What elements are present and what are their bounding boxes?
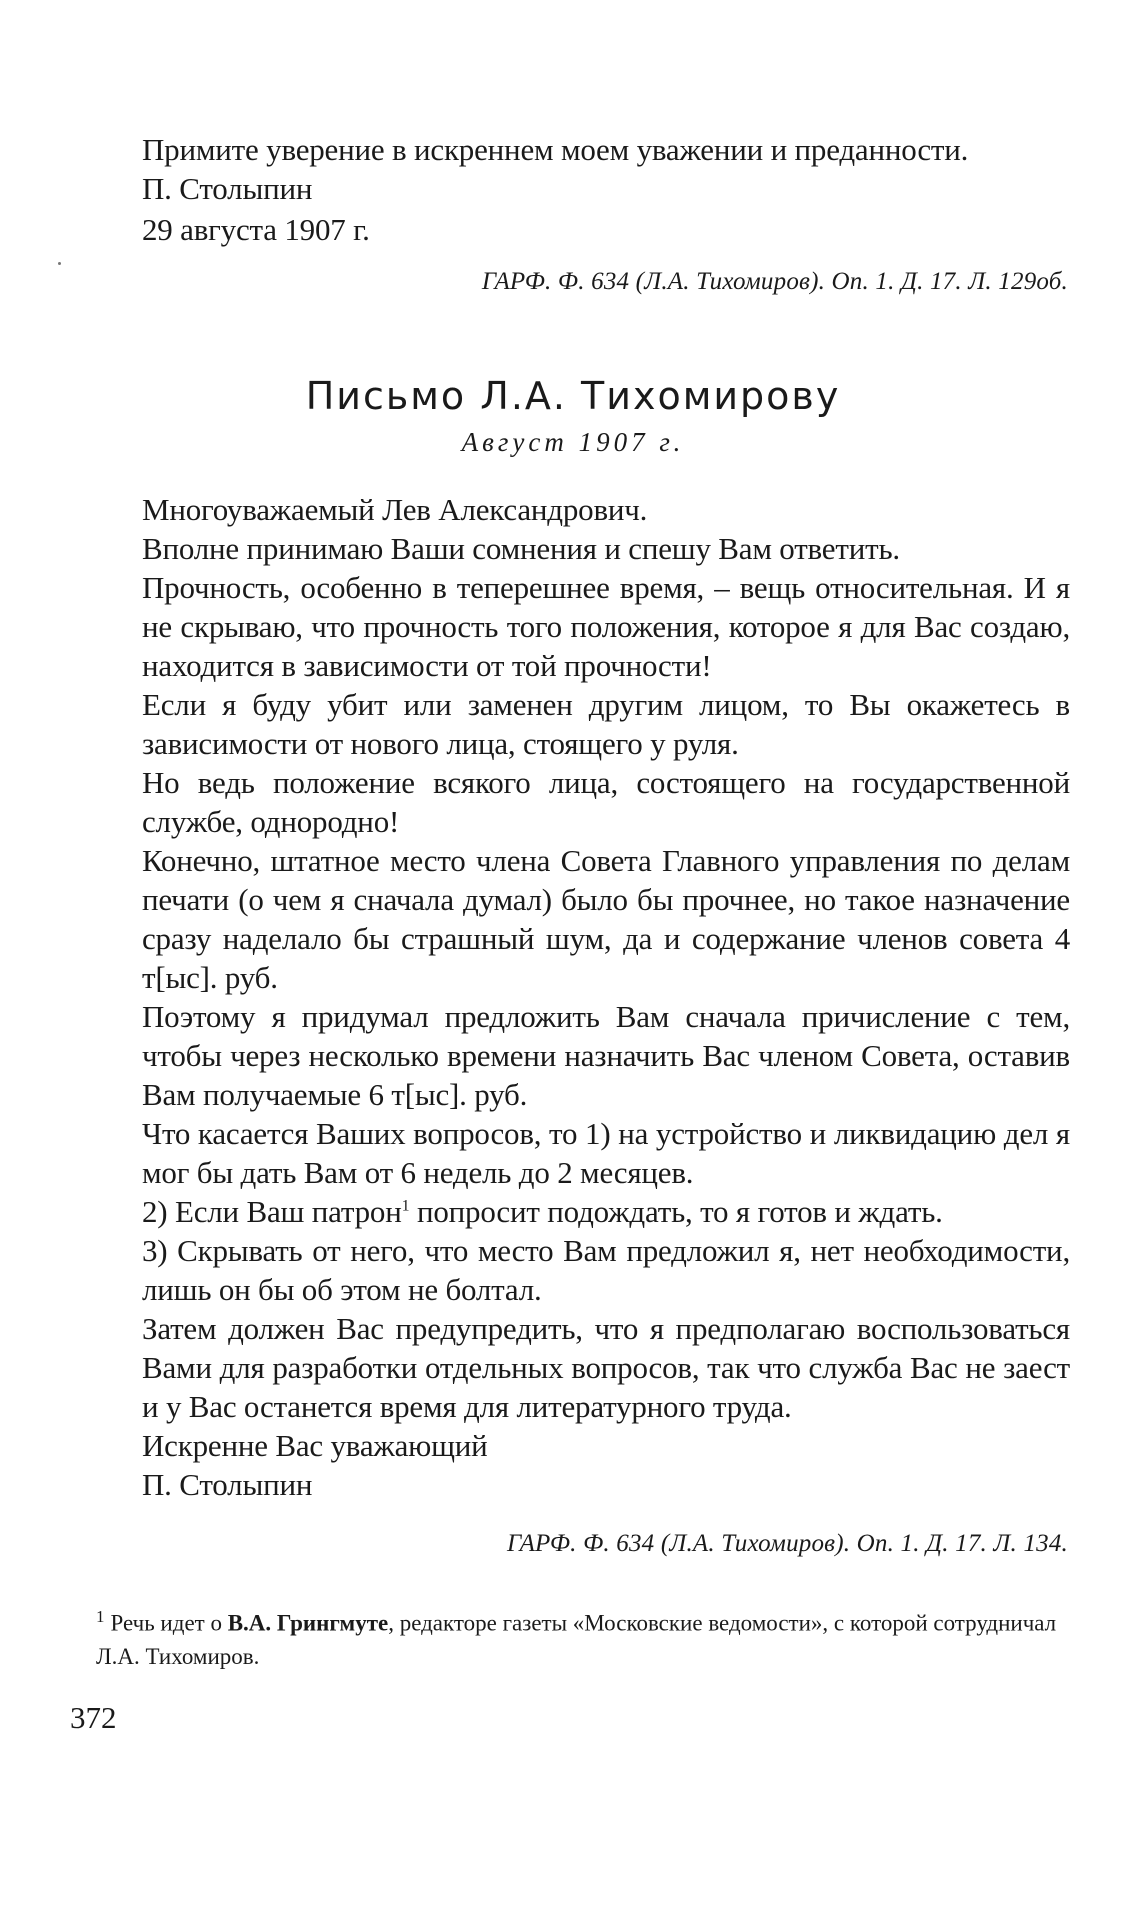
letter-title: Письмо Л.А. Тихомирову xyxy=(305,374,841,418)
footnote-number: 1 xyxy=(96,1607,105,1626)
page-number: 372 xyxy=(70,1700,117,1735)
letter-date-line: Август 1907 г. xyxy=(461,427,685,457)
archive-reference: ГАРФ. Ф. 634 (Л.А. Тихомиров). Оп. 1. Д. 17. Л. 134. xyxy=(507,1530,1068,1557)
scan-speck xyxy=(58,262,61,265)
paragraph-text: 2) Если Ваш патрон xyxy=(142,1194,402,1229)
closing-line: Примите уверение в искреннем моем уважении и преданности. xyxy=(142,132,969,167)
paragraph: Но ведь положение всякого лица, состоящего на государственной службе, однородно! xyxy=(142,765,1070,839)
footnote-text: , редакторе газеты «Московские ведомости», с которой сотрудничал Л.А. Тихомиров. xyxy=(96,1610,1057,1669)
paragraph: Затем должен Вас предупредить, что я предполагаю воспользоваться Вами для разработки отдельных вопросов, так что служба Вас не заест и у Вас останется время для литературного труда. xyxy=(142,1311,1070,1424)
salutation: Многоуважаемый Лев Александрович. xyxy=(142,492,648,527)
footnote-text: Речь идет о xyxy=(110,1610,228,1636)
paragraph: Конечно, штатное место члена Совета Главного управления по делам печати (о чем я сначала думал) было бы прочнее, но такое назначение сразу наделало бы страшный шум, да и содержание членов совета 4 т[ыс]. руб. xyxy=(142,843,1070,995)
paragraph: Прочность, особенно в теперешнее время, – вещь относительная. И я не скрываю, что прочность того положения, которое я для Вас создаю, находится в зависимости от той прочности! xyxy=(142,570,1070,683)
paragraph-text: попросит подождать, то я готов и ждать. xyxy=(409,1194,943,1229)
letter-signature: П. Столыпин xyxy=(142,1467,313,1502)
paragraph: Если я буду убит или заменен другим лицом, то Вы окажетесь в зависимости от нового лица, стоящего у руля. xyxy=(142,687,1070,761)
closing-phrase: Искренне Вас уважающий xyxy=(142,1428,488,1463)
footnote-name: В.А. Грингмуте xyxy=(227,1610,389,1636)
paragraph: Что касается Ваших вопросов, то 1) на устройство и ликвидацию дел я мог бы дать Вам от 6 недель до 2 месяцев. xyxy=(142,1116,1070,1190)
closing-date: 29 августа 1907 г. xyxy=(142,212,370,247)
footnote xyxy=(96,1600,1076,1673)
footnote-reference[interactable]: 1 xyxy=(401,1197,410,1215)
paragraph: Вполне принимаю Ваши сомнения и спешу Вам ответить. xyxy=(142,531,900,566)
closing-signature: П. Столыпин xyxy=(142,171,313,206)
paragraph: 3) Скрывать от него, что место Вам предложил я, нет необходимости, лишь он бы об этом не болтал. xyxy=(142,1233,1070,1307)
archive-reference-prev: ГАРФ. Ф. 634 (Л.А. Тихомиров). Оп. 1. Д. 17. Л. 129об. xyxy=(481,268,1068,295)
letter-body xyxy=(142,490,1070,1504)
paragraph-with-footnote-ref xyxy=(142,1192,1070,1231)
paragraph: Поэтому я придумал предложить Вам сначала причисление с тем, чтобы через несколько времени назначить Вас членом Совета, оставив Вам получаемые 6 т[ыс]. руб. xyxy=(142,999,1070,1112)
